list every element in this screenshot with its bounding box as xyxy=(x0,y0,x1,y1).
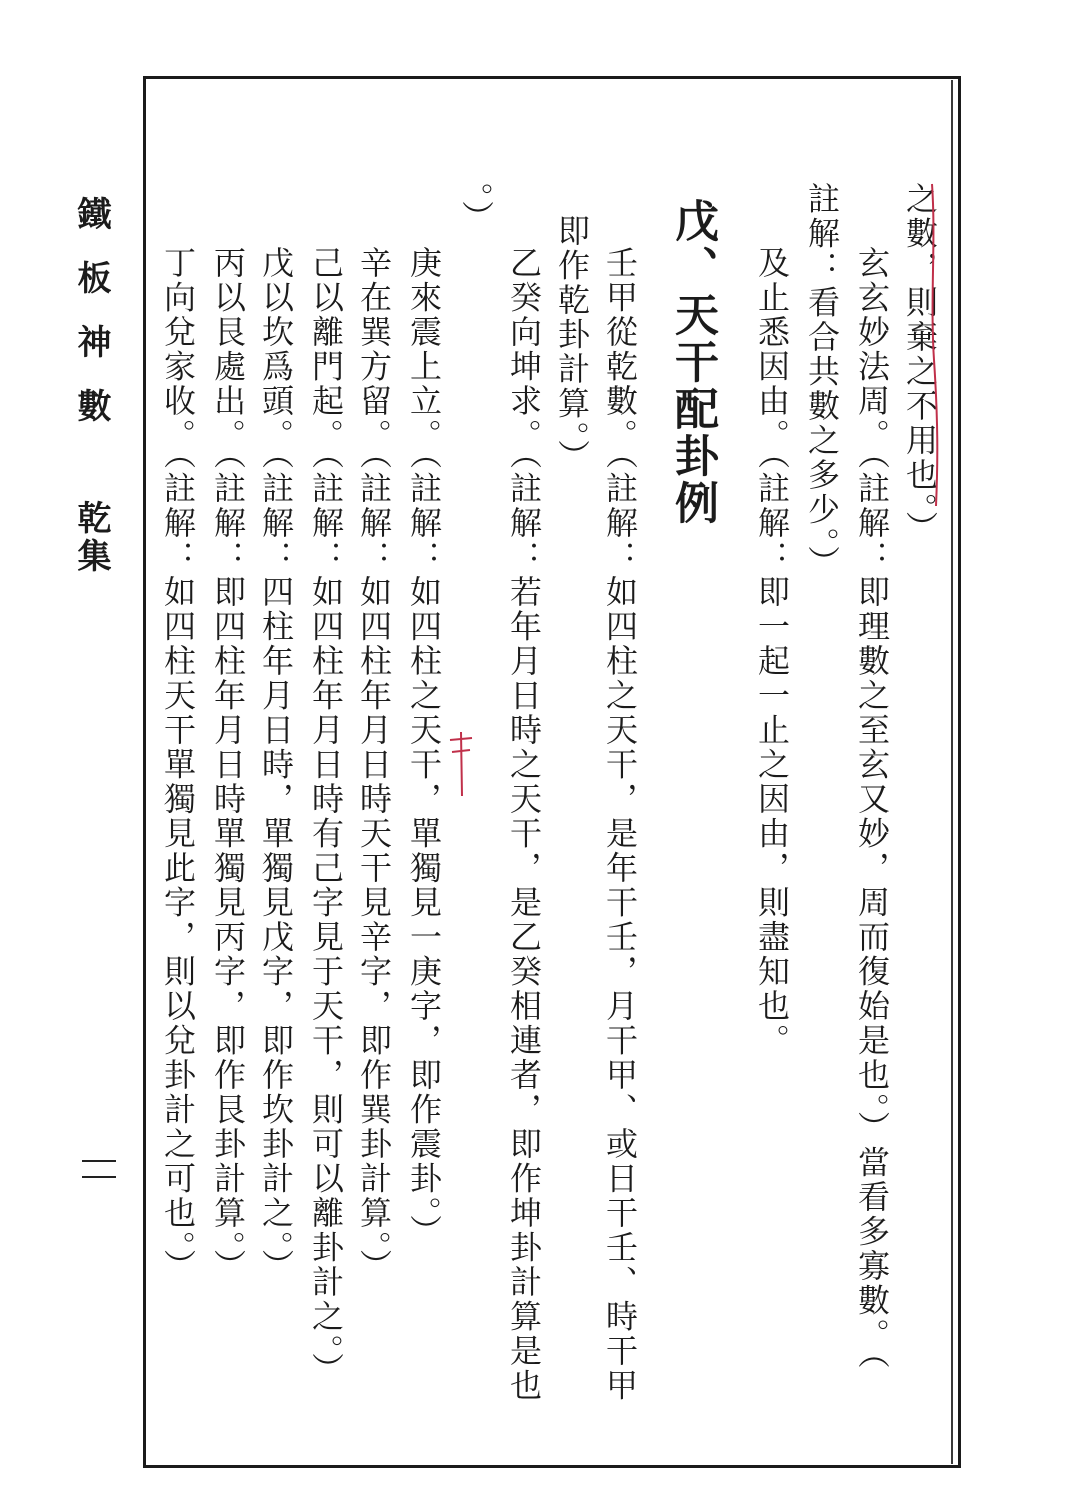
text-column-1: 之數，則棄之不用也。） xyxy=(901,182,939,546)
text-column-3: 註解：看合共數之多少。） xyxy=(803,182,841,580)
text-column-9: 。） xyxy=(457,182,495,235)
text-column-12: 己以離門起。（註解：如四柱年月日時有己字見于天干，則可以離卦計之。） xyxy=(307,246,345,1387)
page-number-stroke-2 xyxy=(82,1176,116,1178)
running-section: 乾集 xyxy=(71,500,111,576)
running-title: 鐵板神數 xyxy=(71,196,111,452)
frame-inner-rule xyxy=(951,80,953,1464)
text-column-10: 庚來震上立。（註解：如四柱之天干，單獨見一庚字，即作震卦。） xyxy=(405,246,443,1249)
page-number-stroke-1 xyxy=(82,1160,116,1162)
page-number xyxy=(82,1160,116,1200)
text-column-11: 辛在巽方留。（註解：如四柱年月日時天干見辛字，即作巽卦計算。） xyxy=(355,246,393,1284)
text-column-15: 丁向兌家收。（註解：如四柱天干單獨見此字，則以兌卦計之可也。） xyxy=(159,246,197,1284)
text-column-13: 戊以坎爲頭。（註解：四柱年月日時，單獨見戊字，即作坎卦計之。） xyxy=(257,246,295,1284)
text-column-7: 即作乾卦計算。） xyxy=(553,214,591,474)
page-number-text xyxy=(82,1192,83,1193)
text-column-2: 玄玄妙法周。（註解：即理數之至玄又妙，周而復始是也。）當看多寡數。（ xyxy=(853,246,891,1371)
section-heading: 戊、天干配卦例 xyxy=(667,198,718,527)
text-column-4: 及止悉因由。（註解：即一起一止之因由，則盡知也。 xyxy=(753,246,791,1058)
text-column-6: 壬甲從乾數。（註解：如四柱之天干，是年干壬，月干甲、或日干壬、時干甲 xyxy=(601,246,639,1403)
text-column-8: 乙癸向坤求。（註解：若年月日時之天干，是乙癸相連者，即作坤卦計算是也 xyxy=(505,246,543,1403)
text-column-14: 丙以艮處出。（註解：即四柱年月日時單獨見丙字，即作艮卦計算。） xyxy=(209,246,247,1284)
